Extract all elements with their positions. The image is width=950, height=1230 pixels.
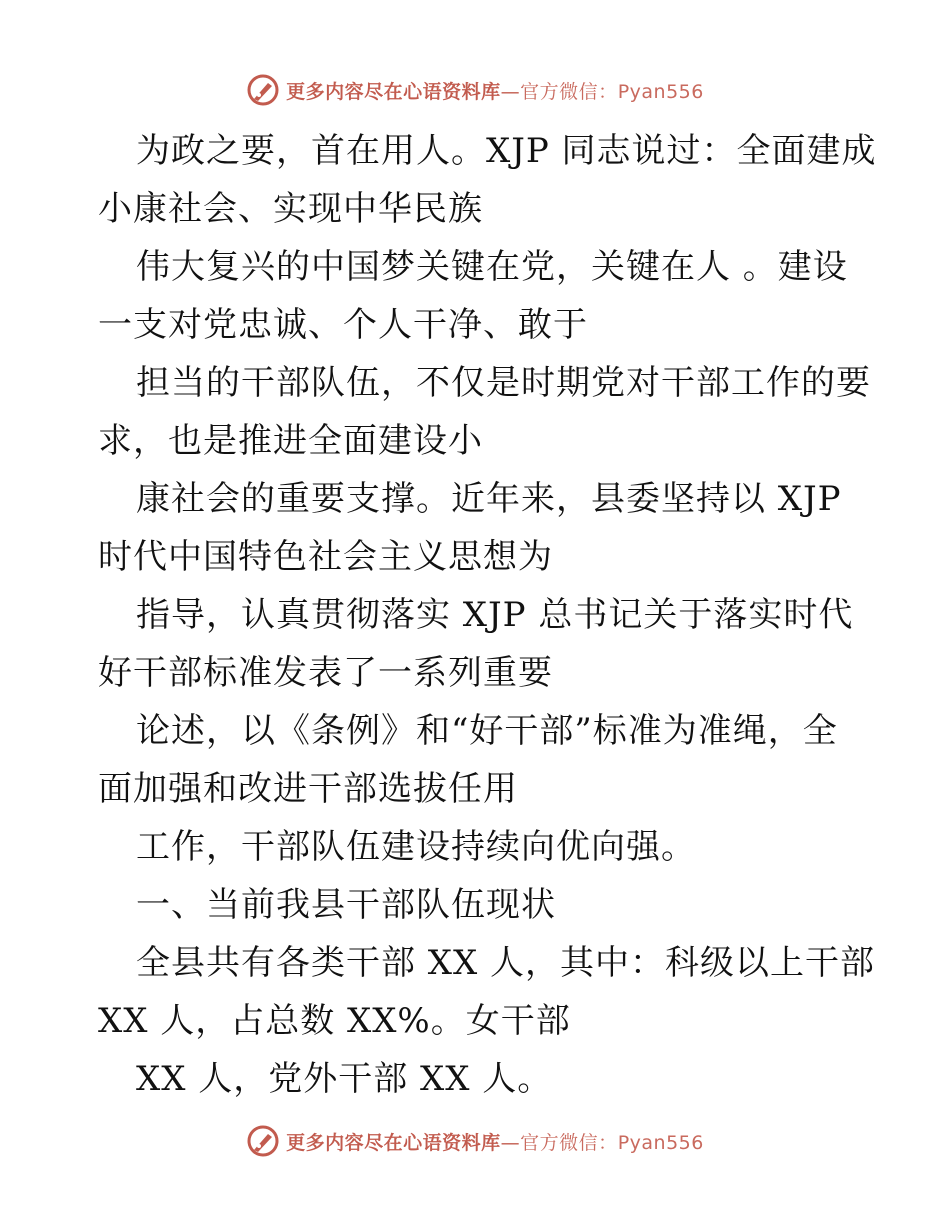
text-line: 全县共有各类干部 XX 人，其中：科级以上干部	[136, 943, 876, 983]
document-body	[98, 122, 877, 1108]
watermark-text: 更多内容尽在心语资料库—官方微信：Pyan556	[286, 1131, 704, 1154]
text-line: 担当的干部队伍，不仅是时期党对干部工作的要	[136, 363, 871, 403]
text-line: 论述，以《条例》和“好干部”标准为准绳，全	[136, 711, 838, 751]
pen-nib-logo-icon	[246, 73, 280, 107]
text-line: 求，也是推进全面建设小	[98, 421, 483, 461]
text-line: 时代中国特色社会主义思想为	[98, 537, 553, 577]
text-line: 好干部标准发表了一系列重要	[98, 653, 553, 693]
text-line: 为政之要，首在用人。XJP 同志说过：全面建成	[136, 131, 877, 171]
footer-watermark	[0, 1121, 950, 1161]
text-line: 指导，认真贯彻落实 XJP 总书记关于落实时代	[136, 595, 854, 635]
watermark-text: 更多内容尽在心语资料库—官方微信：Pyan556	[286, 80, 704, 103]
text-line: 面加强和改进干部选拔任用	[98, 769, 518, 809]
pen-nib-logo-icon	[246, 1124, 280, 1158]
text-line: 一、当前我县干部队伍现状	[136, 885, 556, 925]
text-line: 工作，干部队伍建设持续向优向强。	[136, 827, 696, 867]
text-line: XX 人，党外干部 XX 人。	[136, 1059, 553, 1099]
text-line: 伟大复兴的中国梦关键在党，关键在人 。建设	[136, 247, 848, 287]
header-watermark	[0, 70, 950, 110]
text-line: 康社会的重要支撑。近年来，县委坚持以 XJP	[136, 479, 842, 519]
text-line: 一支对党忠诚、个人干净、敢于	[98, 305, 588, 345]
text-line: 小康社会、实现中华民族	[98, 189, 483, 229]
text-line: XX 人，占总数 XX%。女干部	[98, 1001, 571, 1041]
